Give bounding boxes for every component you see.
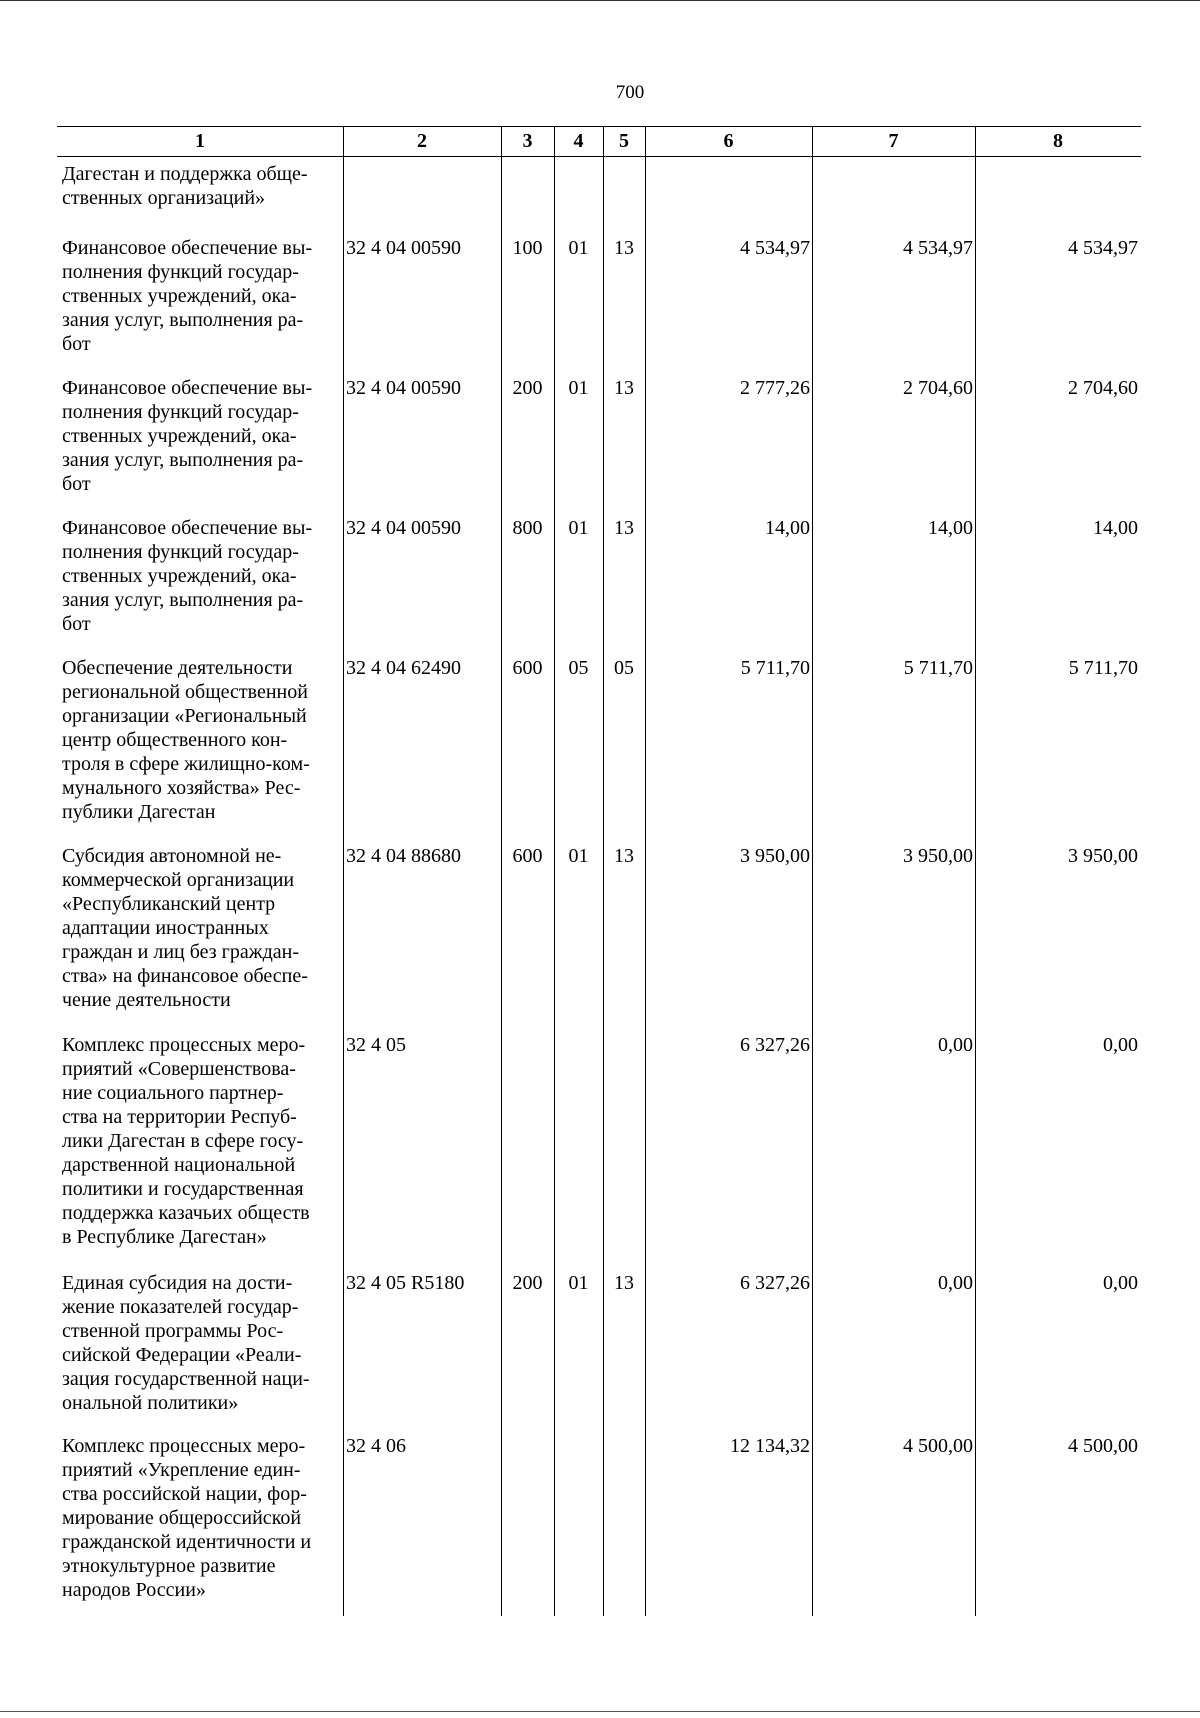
amount-col8: 14,00 bbox=[1093, 517, 1138, 539]
item-name: Финансовое обеспечение вы- полнения функций государ- ственных учреждений, ока- зания услуг, выполнения ра- бот bbox=[62, 517, 313, 635]
amount-col8: 2 704,60 bbox=[1068, 377, 1138, 399]
expense-type: 800 bbox=[512, 517, 543, 539]
column-divider bbox=[975, 126, 976, 1616]
amount-col6: 4 534,97 bbox=[740, 237, 810, 259]
amount-col7: 2 704,60 bbox=[903, 377, 973, 399]
amount-col6: 6 327,26 bbox=[740, 1272, 810, 1294]
subsection-code: 13 bbox=[614, 377, 634, 399]
target-code: 32 4 04 88680 bbox=[346, 845, 461, 867]
item-name: Субсидия автономной не- коммерческой организации «Республиканский центр адаптации иностранных граждан и лиц без граждан- ства» на финансовое обеспе- чение деятельности bbox=[62, 845, 308, 1011]
section-code: 01 bbox=[568, 517, 589, 539]
amount-col6: 6 327,26 bbox=[740, 1034, 810, 1056]
amount-col7: 0,00 bbox=[938, 1034, 973, 1056]
subsection-code: 13 bbox=[614, 1272, 634, 1294]
expense-type: 200 bbox=[512, 377, 543, 399]
amount-col7: 0,00 bbox=[938, 1272, 973, 1294]
amount-col6: 5 711,70 bbox=[740, 657, 810, 679]
amount-col6: 2 777,26 bbox=[740, 377, 810, 399]
item-name: Комплекс процессных меро- приятий «Совершенствова- ние социального партнер- ства на территории Респуб- лики Дагестан в сфере госу- дарственной национальной политики и государственная поддержка казачьих обществ в Республике Дагестан» bbox=[62, 1034, 310, 1248]
amount-col8: 0,00 bbox=[1103, 1034, 1138, 1056]
target-code: 32 4 04 00590 bbox=[346, 237, 461, 259]
header-bottom-rule bbox=[57, 156, 1141, 157]
budget-table bbox=[57, 126, 1141, 1616]
target-code: 32 4 06 bbox=[346, 1435, 406, 1457]
column-divider bbox=[603, 126, 604, 1616]
section-code: 05 bbox=[568, 657, 589, 679]
amount-col8: 0,00 bbox=[1103, 1272, 1138, 1294]
target-code: 32 4 04 00590 bbox=[346, 517, 461, 539]
target-code: 32 4 04 62490 bbox=[346, 657, 461, 679]
amount-col6: 12 134,32 bbox=[730, 1435, 810, 1457]
target-code: 32 4 05 bbox=[346, 1034, 406, 1056]
amount-col6: 14,00 bbox=[765, 517, 810, 539]
subsection-code: 13 bbox=[614, 237, 634, 259]
column-header-2: 2 bbox=[417, 130, 427, 152]
amount-col8: 4 534,97 bbox=[1068, 237, 1138, 259]
scan-top-edge bbox=[0, 0, 1200, 1]
section-code: 01 bbox=[568, 1272, 589, 1294]
scan-bottom-edge bbox=[0, 1711, 1200, 1712]
amount-col6: 3 950,00 bbox=[740, 845, 810, 867]
column-divider bbox=[554, 126, 555, 1616]
section-code: 01 bbox=[568, 377, 589, 399]
expense-type: 100 bbox=[512, 237, 543, 259]
page-number: 700 bbox=[615, 82, 645, 103]
target-code: 32 4 05 R5180 bbox=[346, 1272, 465, 1294]
item-name: Дагестан и поддержка обще- ственных организаций» bbox=[62, 163, 308, 209]
column-header-4: 4 bbox=[573, 130, 584, 152]
item-name: Финансовое обеспечение вы- полнения функций государ- ственных учреждений, ока- зания услуг, выполнения ра- бот bbox=[62, 237, 313, 355]
item-name: Обеспечение деятельности региональной общественной организации «Региональный центр общественного кон- троля в сфере жилищно-ком- мунального хозяйства» Рес- публики Дагестан bbox=[62, 657, 310, 823]
column-header-1: 1 bbox=[195, 130, 205, 152]
section-code: 01 bbox=[568, 845, 589, 867]
column-divider bbox=[343, 126, 344, 1616]
subsection-code: 13 bbox=[614, 517, 634, 539]
column-header-7: 7 bbox=[888, 130, 899, 152]
section-code: 01 bbox=[568, 237, 589, 259]
amount-col8: 5 711,70 bbox=[1068, 657, 1138, 679]
amount-col7: 14,00 bbox=[928, 517, 973, 539]
subsection-code: 13 bbox=[614, 845, 634, 867]
expense-type: 600 bbox=[512, 657, 543, 679]
amount-col8: 3 950,00 bbox=[1068, 845, 1138, 867]
amount-col8: 4 500,00 bbox=[1068, 1435, 1138, 1457]
column-divider bbox=[645, 126, 646, 1616]
target-code: 32 4 04 00590 bbox=[346, 377, 461, 399]
amount-col7: 4 534,97 bbox=[903, 237, 973, 259]
expense-type: 600 bbox=[512, 845, 543, 867]
expense-type: 200 bbox=[512, 1272, 543, 1294]
subsection-code: 05 bbox=[614, 657, 634, 679]
amount-col7: 3 950,00 bbox=[903, 845, 973, 867]
item-name: Комплекс процессных меро- приятий «Укрепление един- ства российской нации, фор- мирование общероссийской гражданской идентичности и этнокультурное развитие народов России» bbox=[62, 1435, 312, 1601]
column-divider bbox=[501, 126, 502, 1616]
column-header-8: 8 bbox=[1053, 130, 1063, 152]
column-header-6: 6 bbox=[723, 130, 734, 152]
column-header-5: 5 bbox=[619, 130, 629, 152]
item-name: Финансовое обеспечение вы- полнения функций государ- ственных учреждений, ока- зания услуг, выполнения ра- бот bbox=[62, 377, 313, 495]
column-header-3: 3 bbox=[522, 130, 533, 152]
amount-col7: 4 500,00 bbox=[903, 1435, 973, 1457]
column-divider bbox=[812, 126, 813, 1616]
amount-col7: 5 711,70 bbox=[903, 657, 973, 679]
item-name: Единая субсидия на дости- жение показателей государ- ственной программы Рос- сийской Федерации «Реали- зация государственной наци- ональной политики» bbox=[62, 1272, 310, 1414]
